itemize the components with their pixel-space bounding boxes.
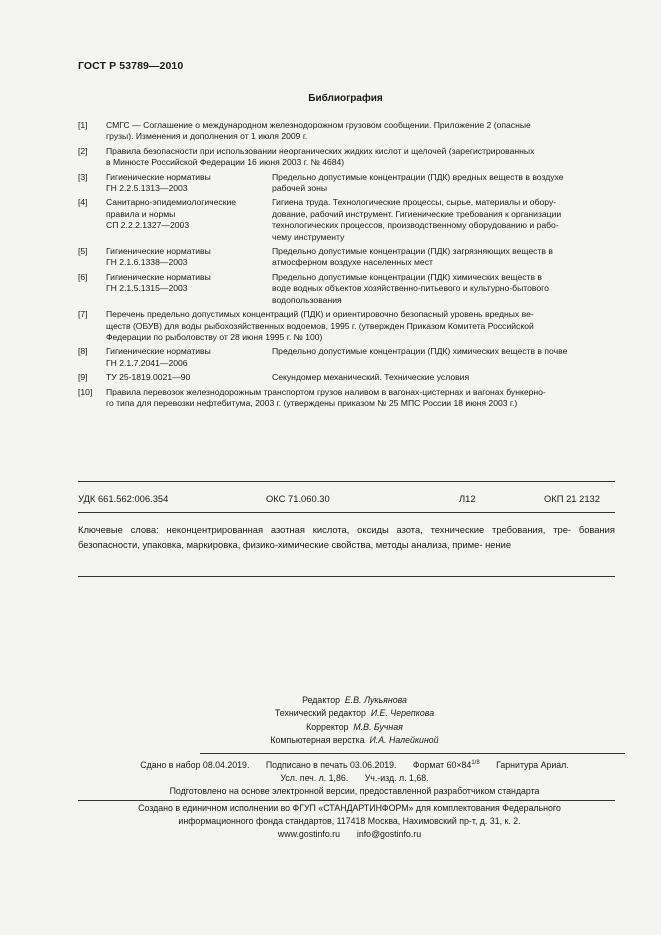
credit-row	[48, 721, 661, 734]
divider-publisher	[78, 800, 615, 801]
publisher-line1: Создано в единичном исполнении во ФГУП «СТАНДАРТИНФОРМ» для комплектования Федерального	[138, 803, 561, 813]
reference-number: [8]	[78, 346, 88, 357]
reference-title: Гигиена труда. Технологические процессы, сырье, материалы и обору- дование, рабочий инструмент. Гигиенические требования к организации технологических процессов, производственному оборудованию и рабо- чему инструменту	[272, 197, 562, 242]
print-sheets: Усл. печ. л. 1,86.	[280, 772, 349, 783]
reference-text: Правила безопасности при использовании неорганических жидких кислот и щелочей (зарегистрированных в Минюсте Российской Федерации 16 июня 2003 г. № 4684)	[106, 145, 535, 168]
credit-row	[48, 734, 661, 747]
reference-item	[78, 272, 616, 306]
divider-bottom	[78, 576, 615, 577]
reference-document: Гигиенические нормативы ГН 2.1.6.1338—2003	[106, 246, 211, 268]
reference-title: Секундомер механический. Технические условия	[272, 372, 470, 383]
credit-name: И.А. Налейкиной	[369, 734, 439, 745]
divider-credits	[200, 753, 625, 754]
reference-number: [10]	[78, 386, 93, 397]
classification-code: Л12	[459, 493, 476, 504]
reference-number: [1]	[78, 120, 88, 130]
keywords: Ключевые слова: неконцентрированная азотная кислота, оксиды азота, технические требования, тре- бования безопасности, упаковка, маркировка, физико-химические свойства, методы анализа, приме- нение	[78, 524, 615, 550]
credit-row	[48, 694, 661, 707]
credit-row	[48, 707, 661, 720]
reference-text: Правила перевозок железнодорожным транспортом грузов наливом в вагонах-цистернах и вагонах бункерно- го типа для перевозки нефтебитума, 2003 г. (утверждены приказом № 25 МПС России 18 июня 2003 г.)	[106, 386, 546, 408]
document-header: ГОСТ Р 53789—2010	[78, 60, 184, 72]
reference-number: [4]	[78, 197, 88, 208]
credit-name: М.В. Бучная	[353, 721, 403, 732]
prepared-note: Подготовлено на основе электронной версии, предоставленной разработчиком стандарта	[169, 785, 540, 796]
bibliography-list	[78, 120, 616, 412]
reference-number: [6]	[78, 271, 88, 282]
credit-role: Корректор	[306, 721, 349, 732]
reference-item	[78, 387, 616, 410]
reference-number: [7]	[78, 309, 88, 320]
credit-name: Е.В. Лукьянова	[344, 695, 407, 705]
reference-title: Предельно допустимые концентрации (ПДК) загрязняющих веществ в атмосферном воздухе населенных мест	[272, 246, 553, 268]
publisher-site[interactable]: www.gostinfo.ru	[277, 829, 340, 839]
publisher-email[interactable]: info@gostinfo.ru	[356, 829, 422, 839]
reference-document: Санитарно-эпидемиологические правила и нормы СП 2.2.2.1327—2003	[106, 197, 237, 231]
classification-row	[78, 493, 615, 507]
reference-item	[78, 372, 616, 383]
reference-item	[78, 120, 616, 143]
print-info	[0, 757, 661, 797]
submitted-date: Сдано в набор 08.04.2019.	[140, 759, 250, 770]
reference-number: [5]	[78, 246, 88, 257]
bibliography-title: Библиография	[308, 93, 383, 104]
reference-number: [9]	[78, 372, 88, 383]
reference-item	[78, 197, 616, 243]
reference-title: Предельно допустимые концентрации (ПДК) вредных веществ в воздухе рабочей зоны	[272, 171, 564, 194]
reference-item	[78, 309, 616, 343]
reference-title: Предельно допустимые концентрации (ПДК) химических веществ в воде водных объектов хозяйственно-питьевого и культурно-бытового водопользования	[272, 271, 549, 305]
okp-code: ОКП 21 2132	[544, 493, 600, 504]
reference-item	[78, 346, 616, 369]
reference-text: СМГС — Соглашение о международном железнодорожном грузовом сообщении. Приложение 2 (опасные грузы). Изменения и дополнения от 1 июля 2009 г.	[106, 120, 531, 142]
reference-item	[78, 172, 616, 195]
publisher-info	[0, 802, 661, 841]
font-info: Гарнитура Ариал.	[496, 759, 569, 770]
credit-role: Редактор	[302, 695, 340, 705]
credits	[0, 694, 661, 747]
reference-document: ТУ 25-1819.0021—90	[106, 372, 191, 383]
paper-format: Формат $60\times 84^{1/8}$	[412, 759, 480, 770]
credit-name: И.Е. Черепкова	[370, 708, 435, 719]
reference-item	[78, 146, 616, 169]
oks-code: ОКС 71.060.30	[266, 493, 330, 504]
divider-middle	[78, 512, 615, 513]
reference-number: [3]	[78, 171, 88, 182]
publisher-line2: информационного фонда стандартов, 117418 Москва, Нахимовский пр-т, д. 31, к. 2.	[178, 816, 521, 826]
reference-text: Перечень предельно допустимых концентраций (ПДК) и ориентировочно безопасный уровень вредных ве- ществ (ОБУВ) для воды рыбохозяйственных водоемов, 1995 г. (утвержден Приказом Комитета Российской Федерации по рыболовству от 28 июня 1995 г. № 100)	[106, 309, 534, 342]
reference-item	[78, 246, 616, 269]
reference-document: Гигиенические нормативы ГН 2.1.7.2041—2006	[106, 346, 211, 368]
credit-role: Компьютерная верстка	[270, 734, 365, 745]
udk-code: УДК 661.562:006.354	[78, 493, 169, 504]
reference-title: Предельно допустимые концентрации (ПДК) химических веществ в почве	[272, 346, 568, 357]
signed-date: Подписано в печать 03.06.2019.	[265, 759, 397, 770]
reference-document: Гигиенические нормативы ГН 2.2.5.1313—2003	[106, 171, 211, 194]
divider-top	[78, 481, 615, 482]
credit-role: Технический редактор	[274, 708, 366, 719]
reference-number: [2]	[78, 145, 88, 156]
reference-document: Гигиенические нормативы ГН 2.1.5.1315—2003	[106, 271, 211, 294]
pub-sheets: Уч.-изд. л. 1,68.	[364, 772, 429, 783]
